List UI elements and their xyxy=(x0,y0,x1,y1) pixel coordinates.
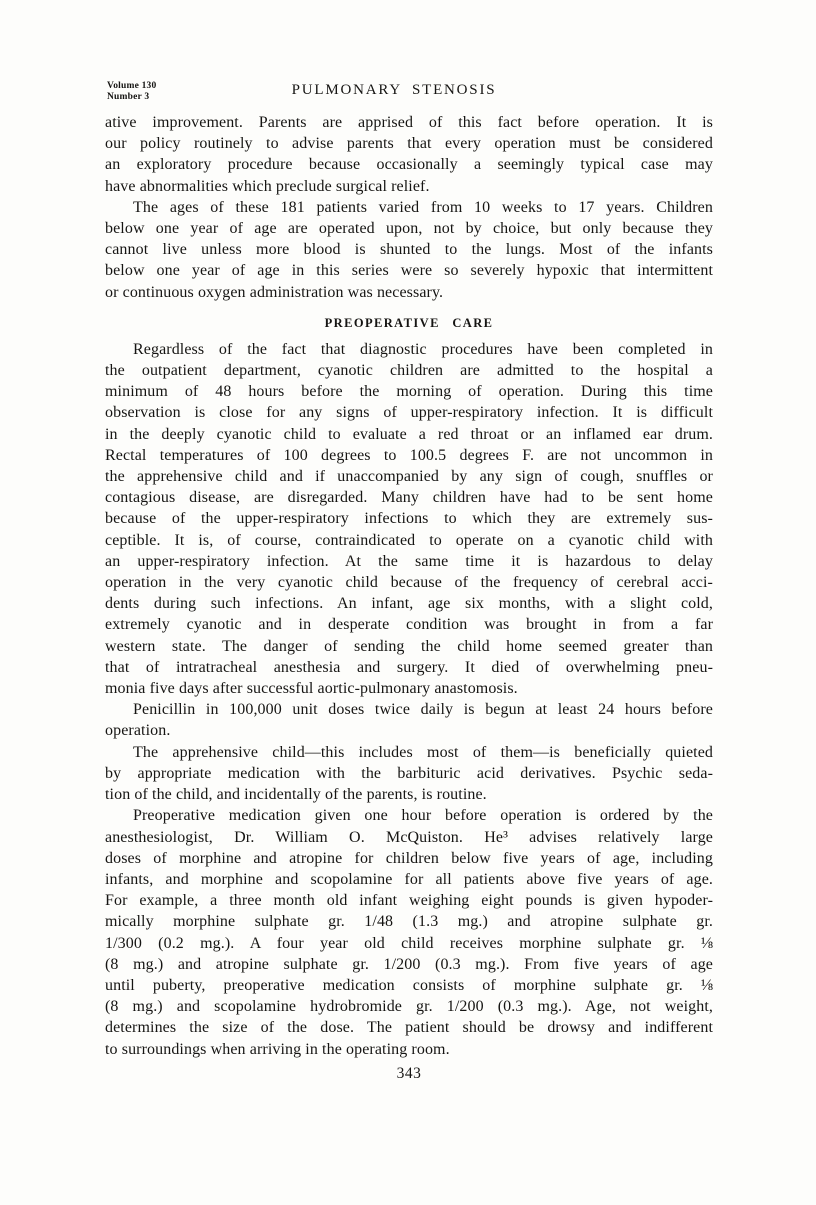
paragraph xyxy=(105,197,713,303)
text-line: minimum of 48 hours before the morning of operation. During this time xyxy=(105,383,713,401)
text-line: contagious disease, are disregarded. Many children have had to be sent home xyxy=(105,489,713,507)
text-line: because of the upper-respiratory infections to which they are extremely sus- xyxy=(105,510,713,528)
running-head xyxy=(105,80,713,104)
text-line: to surroundings when arriving in the operating room. xyxy=(105,1040,450,1058)
text-line: The ages of these 181 patients varied from 10 weeks to 17 years. Children xyxy=(133,198,713,216)
text-line: operation. xyxy=(105,722,171,740)
text-line: (8 mg.) and atropine sulphate gr. 1/200 (0.3 mg.). From five years of age xyxy=(105,955,713,973)
text-line: or continuous oxygen administration was necessary. xyxy=(105,283,444,301)
text-line: dents during such infections. An infant, age six months, with a slight cold, xyxy=(105,595,713,613)
text-line: anesthesiologist, Dr. William O. McQuiston. He³ advises relatively large xyxy=(105,828,713,846)
text-line: that of intratracheal anesthesia and surgery. It died of overwhelming pneu- xyxy=(105,658,713,676)
paragraph xyxy=(105,742,713,806)
article-body xyxy=(105,112,713,1083)
volume-label: Volume 130 xyxy=(107,81,157,91)
text-line: the apprehensive child and if unaccompanied by any sign of cough, snuffles or xyxy=(105,468,713,486)
text-line: by appropriate medication with the barbituric acid derivatives. Psychic seda- xyxy=(105,764,713,782)
text-line: Regardless of the fact that diagnostic procedures have been completed in xyxy=(133,340,713,358)
text-line: our policy routinely to advise parents that every operation must be considered xyxy=(105,135,713,153)
text-line: Rectal temperatures of 100 degrees to 100.5 degrees F. are not uncommon in xyxy=(105,446,713,464)
text-line: infants, and morphine and scopolamine for all patients above five years of age. xyxy=(105,870,713,888)
paragraph xyxy=(105,112,713,197)
text-line: western state. The danger of sending the child home seemed greater than xyxy=(105,637,713,655)
paragraph xyxy=(105,805,713,1059)
running-title: PULMONARY STENOSIS xyxy=(291,82,497,98)
text-line: determines the size of the dose. The patient should be drowsy and indifferent xyxy=(105,1019,713,1037)
text-line: For example, a three month old infant weighing eight pounds is given hypoder- xyxy=(105,892,713,910)
text-line: mically morphine sulphate gr. 1/48 (1.3 mg.) and atropine sulphate gr. xyxy=(105,913,713,931)
text-line: observation is close for any signs of upper-respiratory infection. It is difficult xyxy=(105,404,713,422)
text-line: Penicillin in 100,000 unit doses twice daily is begun at least 24 hours before xyxy=(133,701,713,719)
text-line: doses of morphine and atropine for children below five years of age, including xyxy=(105,849,713,867)
page-number: 343 xyxy=(396,1064,422,1082)
text-line: extremely cyanotic and in desperate condition was brought in from a far xyxy=(105,616,713,634)
text-line: monia five days after successful aortic-pulmonary anastomosis. xyxy=(105,680,518,698)
text-line: until puberty, preoperative medication consists of morphine sulphate gr. ⅛ xyxy=(105,976,713,994)
text-line: ative improvement. Parents are apprised of this fact before operation. It is xyxy=(105,114,713,131)
text-blocks xyxy=(105,112,713,1060)
text-line: Preoperative medication given one hour before operation is ordered by the xyxy=(133,807,713,825)
text-line: cannot live unless more blood is shunted to the lungs. Most of the infants xyxy=(105,241,713,259)
text-line: ceptible. It is, of course, contraindicated to operate on a cyanotic child with xyxy=(105,531,713,549)
text-line: have abnormalities which preclude surgical relief. xyxy=(105,177,430,195)
section-heading: PREOPERATIVE CARE xyxy=(324,315,494,330)
text-line: The apprehensive child—this includes most of them—is beneficially quieted xyxy=(133,743,713,761)
text-line: an exploratory procedure because occasionally a seemingly typical case may xyxy=(105,156,713,174)
issue-label: Number 3 xyxy=(107,91,150,102)
text-line: tion of the child, and incidentally of the parents, is routine. xyxy=(105,786,487,804)
text-line: 1/300 (0.2 mg.). A four year old child receives morphine sulphate gr. ⅛ xyxy=(105,934,713,952)
text-line: below one year of age are operated upon, not by choice, but only because they xyxy=(105,220,713,238)
paragraph xyxy=(105,339,713,699)
text-line: the outpatient department, cyanotic children are admitted to the hospital a xyxy=(105,362,713,380)
text-line: operation in the very cyanotic child because of the frequency of cerebral acci- xyxy=(105,574,713,592)
text-line: (8 mg.) and scopolamine hydrobromide gr. 1/200 (0.3 mg.). Age, not weight, xyxy=(105,998,713,1016)
text-line: below one year of age in this series were so severely hypoxic that intermittent xyxy=(105,262,713,280)
paragraph xyxy=(105,699,713,741)
text-line: an upper-respiratory infection. At the same time it is hazardous to delay xyxy=(105,552,713,570)
text-line: in the deeply cyanotic child to evaluate a red throat or an inflamed ear drum. xyxy=(105,425,713,443)
